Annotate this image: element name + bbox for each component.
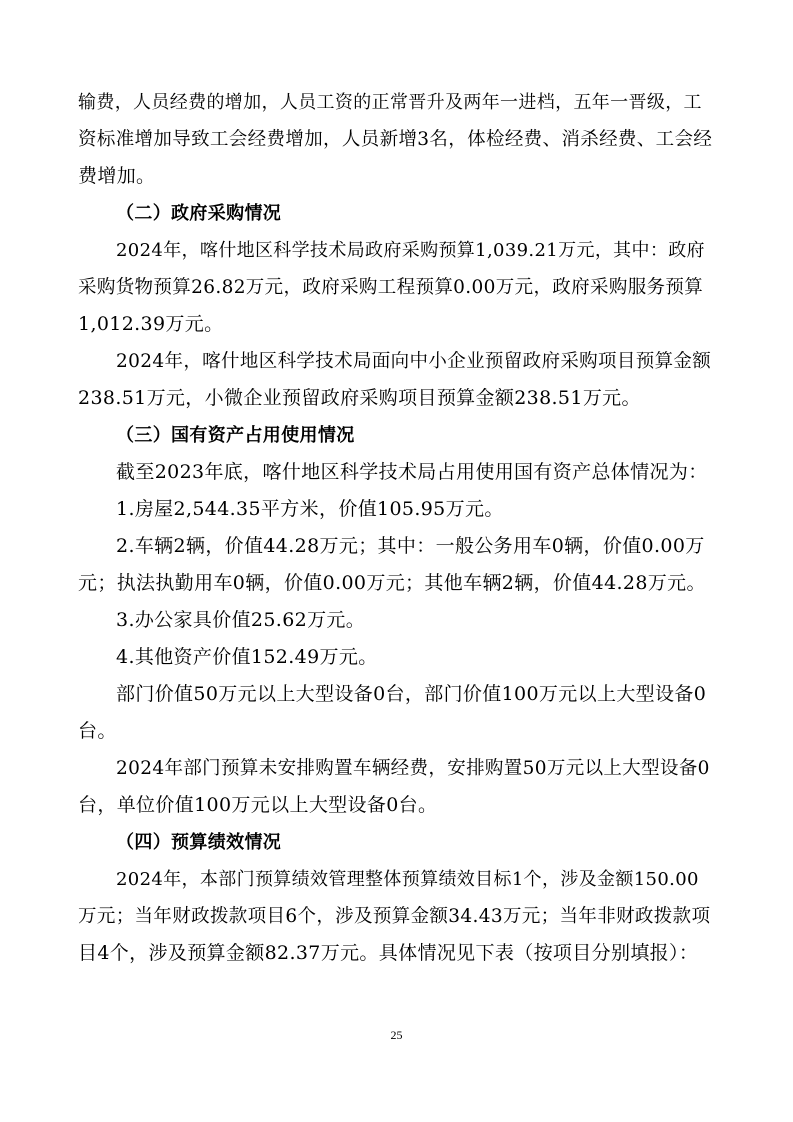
section-heading-procurement: （二）政府采购情况: [116, 203, 282, 224]
document-body: [78, 84, 714, 972]
text-line: 资标准增加导致工会经费增加，人员新增3名，体检经费、消杀经费、工会经: [78, 129, 713, 150]
text-line: 采购货物预算26.82万元，政府采购工程预算0.00万元，政府采购服务预算: [78, 277, 704, 298]
text-line: 部门价值50万元以上大型设备0台，部门价值100万元以上大型设备0: [116, 683, 707, 705]
text-line: 1,012.39万元。: [78, 313, 224, 335]
list-item: 1.房屋2,544.35平方米，价值105.95万元。: [116, 498, 504, 520]
text-line: 输费，人员经费的增加，人员工资的正常晋升及两年一进档，五年一晋级，工: [78, 92, 702, 113]
text-line: 费增加。: [78, 165, 156, 187]
section-heading-performance: （四）预算绩效情况: [116, 832, 282, 853]
list-item: 3.办公家具价值25.62万元。: [116, 609, 366, 631]
text-line: 238.51万元，小微企业预留政府采购项目预算金额238.51万元。: [78, 387, 641, 409]
list-item: 4.其他资产价值152.49万元。: [116, 646, 378, 668]
text-line: 2024年部门预算未安排购置车辆经费，安排购置50万元以上大型设备0: [116, 758, 710, 779]
list-item: 2.车辆2辆，价值44.28万元；其中：一般公务用车0辆，价值0.00万: [116, 535, 705, 557]
text-line: 台，单位价值100万元以上大型设备0台。: [78, 794, 438, 816]
text-line: 2024年，本部门预算绩效管理整体预算绩效目标1个，涉及金额150.00: [116, 869, 699, 890]
text-line: 2024年，喀什地区科学技术局政府采购预算1,039.21万元，其中：政府: [116, 240, 705, 261]
text-line: 2024年，喀什地区科学技术局面向中小企业预留政府采购项目预算金额: [116, 351, 712, 372]
section-heading-state-assets: （三）国有资产占用使用情况: [116, 425, 355, 446]
text-line: 万元；当年财政拨款项目6个，涉及预算金额34.43万元；当年非财政拨款项: [78, 906, 711, 927]
text-line: 台。: [78, 720, 117, 742]
text-line: 截至2023年底，喀什地区科学技术局占用使用国有资产总体情况为：: [116, 461, 708, 483]
text-line: 元；执法执勤用车0辆，价值0.00万元；其他车辆2辆，价值44.28万元。: [78, 572, 706, 594]
text-line: 目4个，涉及预算金额82.37万元。具体情况见下表（按项目分别填报）：: [78, 942, 699, 964]
page-number: 25: [390, 1028, 403, 1042]
